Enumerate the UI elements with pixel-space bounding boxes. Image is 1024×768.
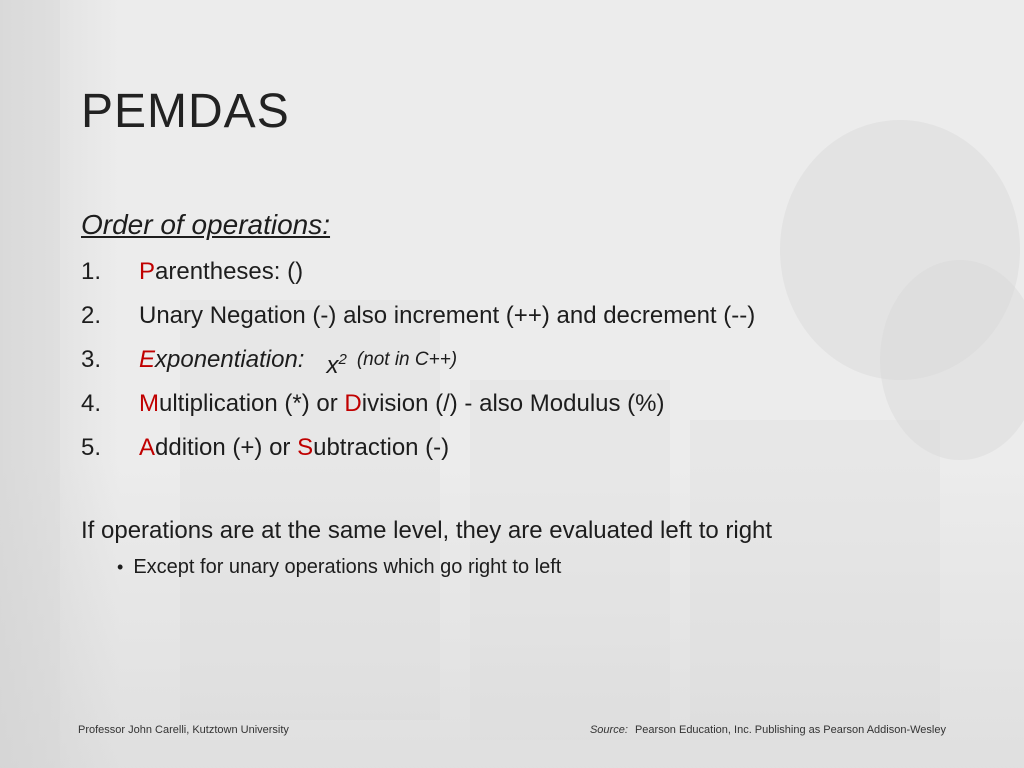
item-number: 3.: [81, 346, 102, 373]
acronym-letter: A: [139, 434, 156, 461]
slide-title: PEMDAS: [81, 85, 290, 138]
item-number: 4.: [81, 390, 102, 417]
item-text: Unary Negation (-) also increment (++) and decrement (--): [139, 302, 756, 329]
exponent-note: (not in C++): [356, 349, 458, 370]
list-item: [81, 255, 755, 299]
sub-bullet: [117, 556, 561, 579]
source-text: Pearson Education, Inc. Publishing as Pearson Addison-Wesley: [634, 724, 946, 736]
list-heading: Order of operations:: [81, 209, 331, 240]
item-text: Multiplication (*) or Division (/) - also Modulus (%): [139, 390, 665, 417]
list-item: [81, 431, 755, 475]
footer-source: [590, 724, 946, 736]
exponent-expression: $x^2$: [326, 351, 347, 379]
bullet-icon: •: [117, 557, 124, 577]
footer-author: Professor John Carelli, Kutztown University: [78, 724, 289, 736]
item-text: Parentheses: (): [139, 258, 304, 285]
item-number: 1.: [81, 258, 102, 285]
list-item: [81, 299, 755, 343]
sub-bullet-text: Except for unary operations which go right to left: [133, 556, 562, 578]
item-text: Addition (+) or Subtraction (-): [139, 434, 450, 461]
item-number: 2.: [81, 302, 102, 329]
acronym-letter: M: [139, 390, 159, 417]
item-number: 5.: [81, 434, 102, 461]
item-text: Exponentiation:: [139, 346, 305, 373]
acronym-letter: S: [297, 434, 314, 461]
acronym-letter: D: [344, 390, 362, 417]
source-label: Source:: [589, 724, 628, 736]
acronym-letter: P: [139, 258, 156, 285]
list-item: [81, 387, 755, 431]
acronym-letter: E: [139, 346, 156, 373]
operations-list: [81, 255, 755, 475]
evaluation-rule: If operations are at the same level, they are evaluated left to right: [81, 517, 773, 544]
list-item: [81, 343, 755, 387]
